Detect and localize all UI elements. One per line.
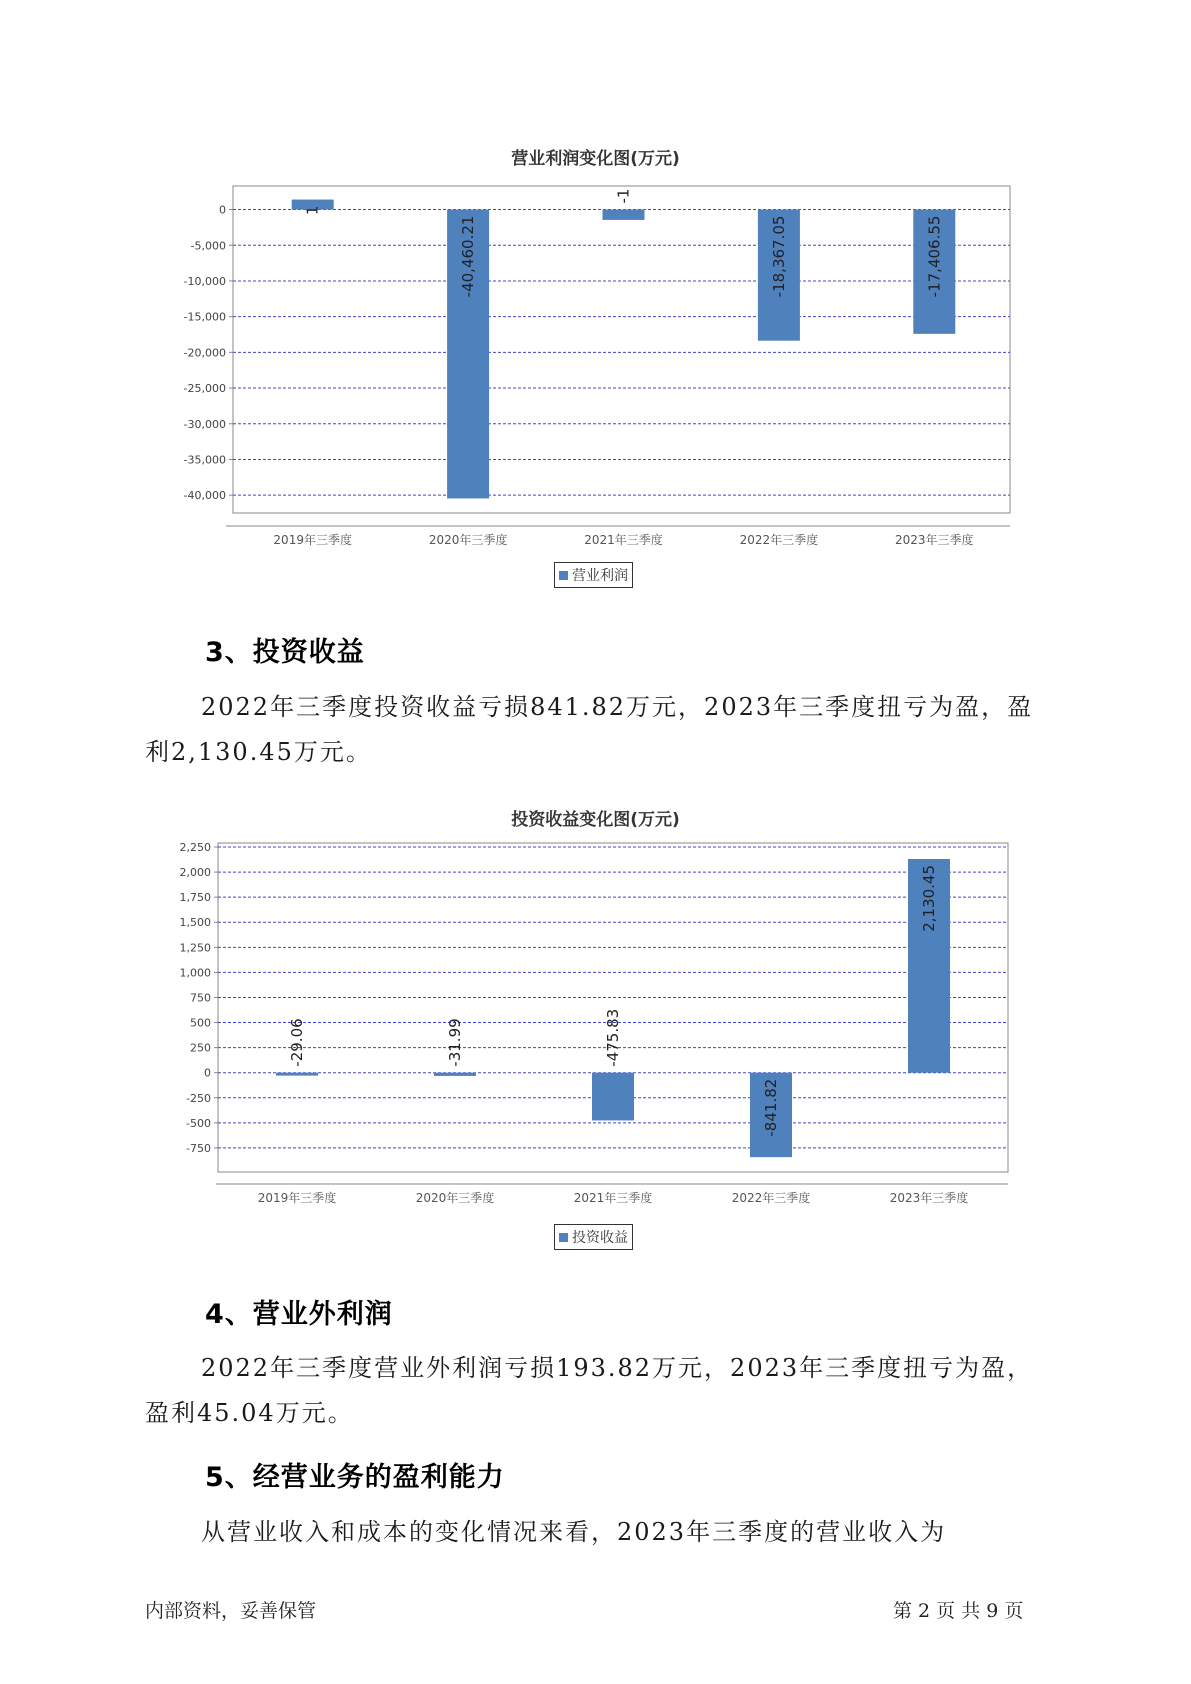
section-text-non-operating-profit	[145, 1346, 1050, 1436]
footer-page-number: 第 2 页 共 9 页	[893, 1600, 1024, 1622]
paragraph-text: 2022年三季度营业外利润亏损193.82万元，2023年三季度扭亏为盈，盈利45.04万元。	[145, 1354, 1034, 1427]
legend-label: 投资收益	[572, 1230, 628, 1246]
x-tick-label: 2020年三季度	[428, 533, 508, 547]
investment-income-chart-title: 投资收益变化图(万元)	[511, 810, 680, 830]
y-tick-label: 750	[190, 991, 211, 1005]
y-tick-label: -30,000	[183, 417, 226, 431]
operating-profit-chart-title: 营业利润变化图(万元)	[511, 149, 680, 169]
x-tick-label: 2019年三季度	[273, 533, 352, 547]
x-tick-label: 2023年三季度	[889, 1191, 969, 1205]
y-tick-label: -20,000	[183, 346, 226, 360]
y-tick-label: -5,000	[190, 239, 226, 253]
x-tick-label: 2020年三季度	[415, 1191, 495, 1205]
y-tick-label: 500	[190, 1016, 211, 1030]
section-heading-profitability: 5、经营业务的盈利能力	[205, 1462, 505, 1493]
investment-income-legend	[554, 1224, 633, 1250]
bar	[592, 1073, 634, 1121]
data-label: 1	[303, 205, 322, 216]
y-tick-label: -10,000	[183, 274, 226, 288]
y-tick-label: -750	[186, 1141, 211, 1155]
y-tick-label: 0	[204, 1066, 211, 1080]
x-tick-label: 2022年三季度	[731, 1191, 811, 1205]
section-heading-non-operating-profit: 4、营业外利润	[205, 1299, 393, 1330]
x-tick-label: 2021年三季度	[584, 533, 663, 547]
y-tick-label: -250	[186, 1091, 211, 1105]
data-label: 2,130.45	[920, 865, 938, 932]
data-label: -18,367.05	[769, 215, 788, 298]
y-tick-label: -25,000	[183, 382, 226, 396]
legend-label: 营业利润	[572, 568, 628, 584]
y-tick-label: 1,250	[179, 941, 211, 955]
y-tick-label: 250	[190, 1041, 211, 1055]
x-tick-label: 2021年三季度	[573, 1191, 653, 1205]
y-tick-label: 2,000	[179, 866, 211, 880]
y-tick-label: -35,000	[183, 453, 226, 467]
y-tick-label: 1,500	[179, 916, 211, 930]
footer-confidential-note: 内部资料，妥善保管	[145, 1600, 317, 1622]
paragraph-text: 2022年三季度投资收益亏损841.82万元，2023年三季度扭亏为盈，盈利2,130.45万元。	[145, 693, 1034, 766]
y-tick-label: -500	[186, 1116, 211, 1130]
y-tick-label: 2,250	[179, 841, 211, 855]
bar	[276, 1073, 318, 1076]
x-tick-label: 2022年三季度	[739, 533, 819, 547]
y-tick-label: -15,000	[183, 310, 226, 324]
data-label: -31.99	[446, 1018, 464, 1067]
data-label: -17,406.55	[925, 215, 944, 298]
data-label: -1	[614, 188, 633, 204]
x-tick-label: 2019年三季度	[257, 1191, 337, 1205]
section-heading-investment-income: 3、投资收益	[205, 637, 365, 668]
data-label: -29.06	[288, 1018, 306, 1067]
section-text-profitability	[145, 1510, 1050, 1555]
x-tick-label: 2023年三季度	[895, 533, 974, 547]
y-tick-label: 1,750	[179, 891, 211, 905]
legend-swatch	[559, 1233, 568, 1242]
y-tick-label: 1,000	[179, 966, 211, 980]
y-tick-label: 0	[219, 203, 226, 217]
data-label: -841.82	[762, 1078, 780, 1137]
paragraph-text: 从营业收入和成本的变化情况来看，2023年三季度的营业收入为	[201, 1518, 947, 1546]
bar	[434, 1073, 476, 1076]
y-tick-label: -40,000	[183, 489, 226, 503]
data-label: -475.83	[604, 1008, 622, 1067]
data-label: -40,460.21	[459, 215, 478, 298]
